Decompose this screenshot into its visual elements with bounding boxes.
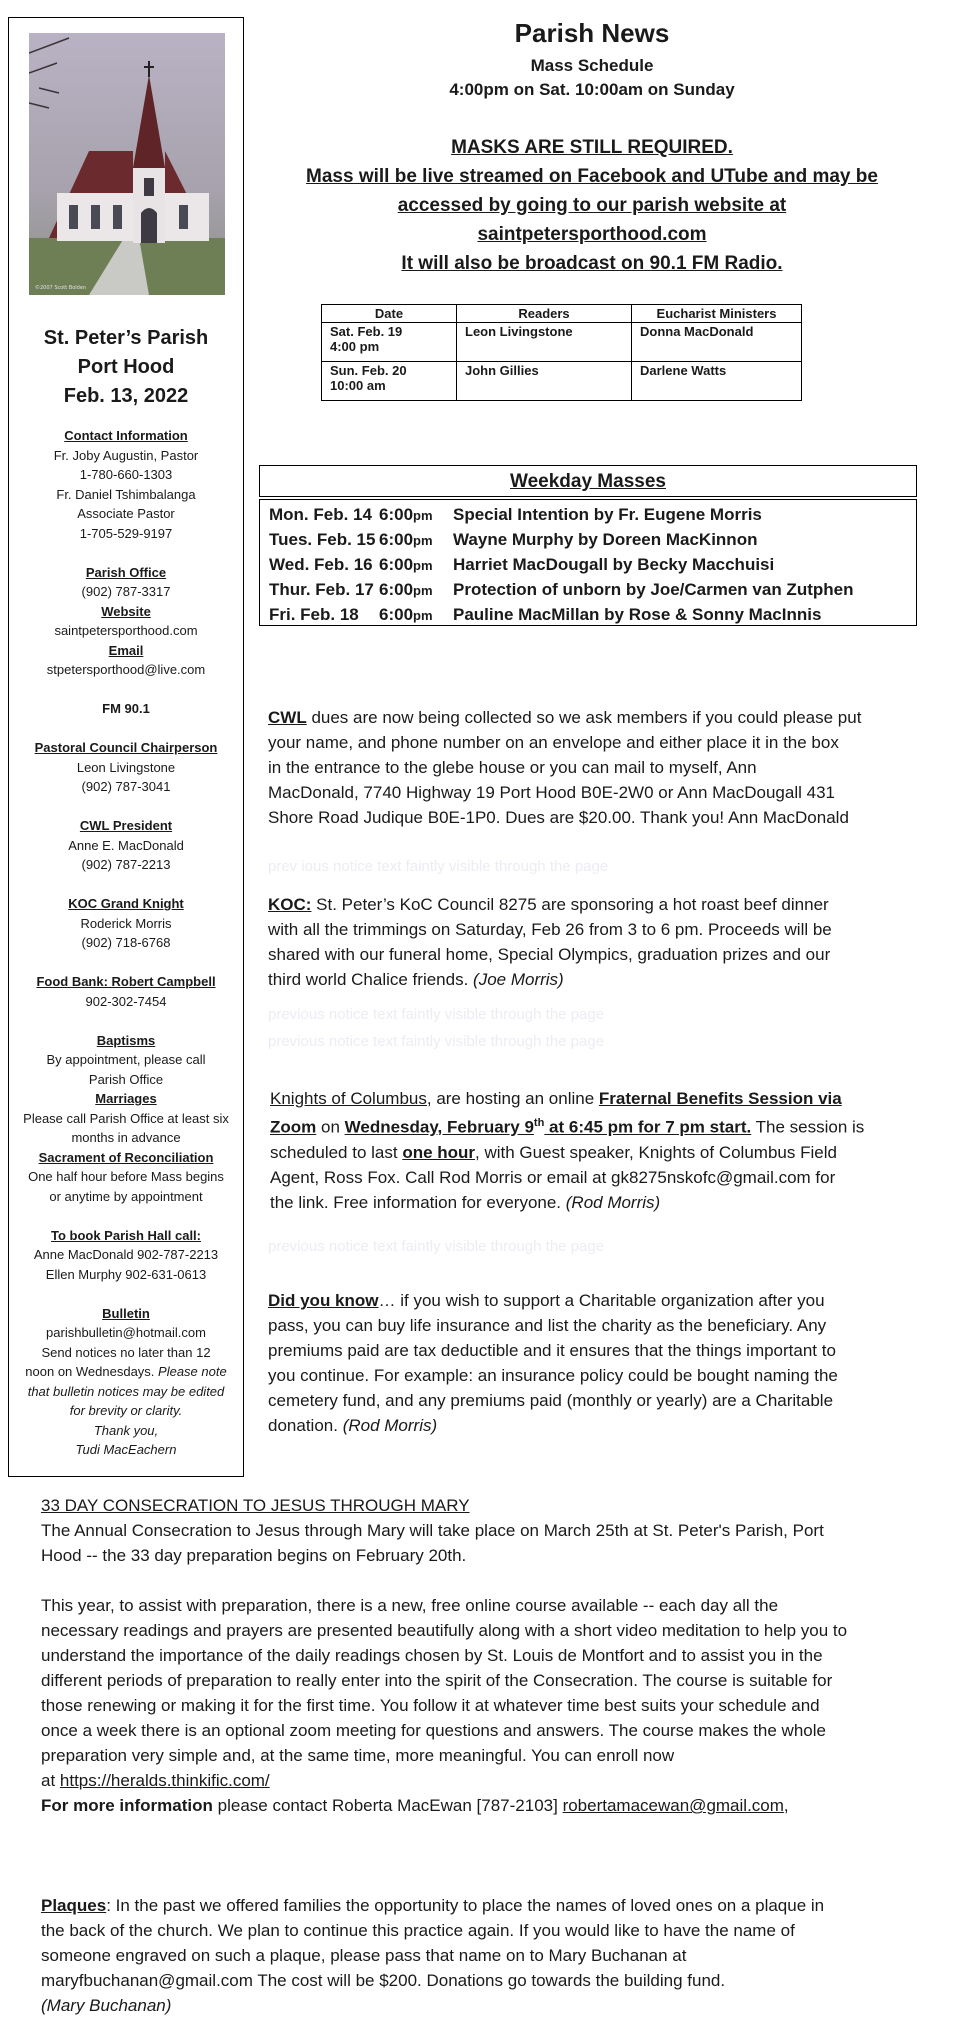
contact-line: for brevity or clarity. [69,1403,183,1418]
mass-time-suffix: pm [413,533,433,548]
contact-line: parishbulletin@hotmail.com [46,1325,206,1340]
mass-time: 6:00 [379,555,414,574]
contact-line: Associate Pastor [77,506,175,521]
header-readers: Readers [457,305,632,323]
contact-heading: Website [101,603,151,619]
kofc-date: Wednesday, February 9 [344,1117,534,1137]
consecration-line: This year, to assist with preparation, there is a new, free online course available -- each day all the [41,1596,779,1615]
koc-credit: (Joe Morris) [473,970,564,989]
mass-time-suffix: pm [413,558,433,573]
sidebar [8,17,244,1477]
kofc-text: the link. Free information for everyone. [270,1192,566,1212]
consecration-notice [41,1493,961,1818]
contact-heading: Email [108,642,144,658]
kofc-text: , with Guest speaker, Knights of Columbus Field [475,1142,837,1162]
table-row [322,362,802,401]
contact-line: months in advance [71,1130,181,1145]
mass-intention: Pauline MacMillan by Rose & Sonny MacInnis [453,605,822,624]
church-photo [29,33,225,295]
cwl-line: dues are now being collected so we ask members if you could please put [306,708,862,727]
weekday-mass-row [269,577,853,603]
contact-line: Roderick Morris [80,915,172,931]
notice-line: It will also be broadcast on 90.1 FM Radio. [401,253,783,274]
dyk-line: donation. [268,1416,343,1435]
photo-caption: ©2007 Scott Bolden [35,285,87,291]
cwl-notice [268,705,928,830]
contact-line: 1-780-660-1303 [79,467,173,482]
consecration-line: understand the importance of the daily readings chosen by St. Louis de Montfort and to assist you in the [41,1646,823,1665]
notice-line: saintpetersporthood.com [477,224,707,245]
bleed-through-text: previous notice text faintly visible through the page [268,1033,605,1050]
mass-time-suffix: pm [413,508,433,523]
consecration-line: necessary readings and prayers are presented beautifully along with a short video meditation to help you to [41,1621,848,1640]
cwl-line: Shore Road Judique B0E-1P0. Dues are $20.00. Thank you! Ann MacDonald [268,808,849,827]
weekday-mass-row [269,527,757,553]
parish-title-line: St. Peter’s Parish [43,327,209,349]
time-line: 10:00 am [330,378,386,393]
table-header-row [322,305,802,323]
contact-line: FM 90.1 [102,701,150,716]
kofc-org: Knights of Columbus [270,1089,427,1108]
weekday-mass-row [269,552,774,578]
plaques-notice [41,1893,961,2018]
mass-times: 4:00pm on Sat. 10:00am on Sunday [449,80,735,99]
header-date: Date [322,305,457,323]
contact-heading: Contact Information [64,428,188,443]
dyk-line: cemetery fund, and any premiums paid (monthly or yearly) are a Charitable [268,1391,834,1410]
plaques-line: maryfbuchanan@gmail.com The cost will be $200. Donations go towards the building fund. [41,1971,726,1990]
contact-line: 1-705-529-9197 [79,525,173,541]
contact-line: Anne E. MacDonald [68,837,184,853]
bleed-through-text: previous notice text faintly visible through the page [268,1006,605,1023]
mass-schedule-label: Mass Schedule [530,56,654,75]
mass-time-suffix: pm [413,583,433,598]
did-you-know-notice [268,1288,928,1438]
mass-day: Thur. Feb. 17 [269,580,374,599]
cell-reader: Leon Livingstone [457,323,632,362]
contact-line: (902) 787-2213 [81,857,171,872]
contact-heading: Marriages [95,1091,157,1106]
koc-line: with all the trimmings on Saturday, Feb 26 from 3 to 6 pm. Proceeds will be [268,920,832,939]
bleed-through-text: prev ious notice text faintly visible through the page [268,858,609,875]
plaques-lead: Plaques [41,1896,107,1915]
did-you-know-lead: Did you know [268,1291,379,1310]
koc-notice [268,892,928,992]
cwl-line: in the entrance to the glebe house or you can mail to myself, Ann [268,758,757,777]
bleed-through-text: previous notice text faintly visible through the page [268,1238,605,1255]
consecration-line: The Annual Consecration to Jesus through Mary will take place on March 25th at St. Peter's Parish, Port [41,1521,824,1540]
dyk-line: pass, you can buy life insurance and list the charity as the beneficiary. Any [268,1316,827,1335]
mass-intention: Harriet MacDougall by Becky Macchuisi [453,555,775,574]
consecration-line: those renewing or making it for the first time. You follow it at whatever time best suits your schedule and [41,1696,820,1715]
cwl-lead: CWL [268,708,307,727]
contact-line: Anne MacDonald 902-787-2213 [33,1247,219,1262]
contact-line: One half hour before Mass begins [28,1169,224,1184]
kofc-credit: (Rod Morris) [565,1192,661,1212]
heralds-course-link[interactable]: https://heralds.thinkific.com/ [59,1771,270,1790]
contact-heading: Pastoral Council Chairperson [34,740,218,755]
church-illustration [29,33,225,295]
contact-heading: Parish Office [85,564,167,580]
notice-line: MASKS ARE STILL REQUIRED. [451,137,733,158]
koc-line: third world Chalice friends. [268,970,474,989]
weekday-masses-title: Weekday Masses [259,465,917,497]
consecration-line: Hood -- the 33 day preparation begins on February 20th. [41,1546,467,1565]
contact-heading: KOC Grand Knight [68,896,184,911]
koc-lead: KOC: [268,895,312,914]
contact-heading: Bulletin [102,1305,150,1321]
contact-heading: Food Bank: Robert Campbell [36,974,216,989]
weekday-mass-row [269,602,821,628]
contact-line: (902) 718-6768 [81,935,171,950]
plaques-credit: (Mary Buchanan) [41,1996,172,2015]
kofc-session-title: Fraternal Benefits Session via [598,1089,842,1108]
date-line: Sat. Feb. 19 [330,324,403,339]
consecration-line: different periods of preparation to really enter into the spirit of the Consecration. The course is suitable for [41,1671,833,1690]
notice-line: Mass will be live streamed on Facebook and UTube and may be [306,166,878,187]
contact-line: that bulletin notices may be edited [27,1383,225,1399]
mass-intention: Special Intention by Fr. Eugene Morris [453,505,762,524]
plaques-line: : In the past we offered families the opportunity to place the names of loved ones on a plaque in [106,1896,825,1915]
parish-title-line: Feb. 13, 2022 [63,385,189,407]
mass-day: Wed. Feb. 16 [269,555,373,574]
date-line: Sun. Feb. 20 [330,363,407,378]
contact-line: Ellen Murphy 902-631-0613 [45,1266,207,1282]
more-info-lead: For more information [41,1796,213,1815]
contact-line: (902) 787-3041 [81,779,171,794]
mass-time: 6:00 [379,605,414,624]
consecration-line: preparation very simple and, at the same time, more meaningful. You can enroll now [41,1746,675,1765]
kofc-date-suffix: th [533,1117,545,1129]
contact-line: stpetersporthood@live.com [46,662,206,677]
dyk-line: you continue. For example: an insurance policy could be bought naming the [268,1366,838,1385]
contact-line: noon on Wednesdays. Please note [25,1364,227,1379]
dyk-credit: (Rod Morris) [342,1416,438,1435]
roberta-email-link[interactable]: robertamacewan@gmail.com [562,1796,784,1815]
contact-heading: Baptisms [96,1032,156,1048]
cwl-line: MacDonald, 7740 Highway 19 Port Hood B0E-2W0 or Ann MacDougall 431 [268,783,835,802]
cell-date [322,362,457,401]
cwl-line: your name, and phone number on an envelope and either place it in the box [268,733,839,752]
kofc-time: at 6:45 pm for 7 pm start. [544,1117,752,1137]
contact-heading: To book Parish Hall call: [50,1227,201,1243]
kofc-text: The session is [751,1117,865,1137]
parish-title-line: Port Hood [77,356,175,378]
contact-line: Fr. Daniel Tshimbalanga [56,486,196,502]
contact-line: By appointment, please call [46,1052,206,1067]
contact-heading: Sacrament of Reconciliation [38,1149,214,1165]
mass-day: Mon. Feb. 14 [269,505,372,524]
header-ministers: Eucharist Ministers [632,305,802,323]
dyk-line: … if you wish to support a Charitable organization after you [378,1291,825,1310]
ministry-schedule-table [321,304,802,401]
contact-line: Thank you, [93,1422,159,1438]
mass-intention: Wayne Murphy by Doreen MacKinnon [453,530,758,549]
contact-line: Please call Parish Office at least six [23,1110,229,1126]
contact-line: or anytime by appointment [49,1188,203,1204]
cell-minister: Donna MacDonald [632,323,802,362]
plaques-line: someone engraved on such a plaque, please pass that name on to Mary Buchanan at [41,1946,687,1965]
mass-day: Tues. Feb. 15 [269,530,376,549]
kofc-zoom: Zoom [270,1117,317,1137]
contact-heading: CWL President [79,818,173,833]
cell-date [322,323,457,362]
contact-line: Parish Office [88,1071,164,1087]
plaques-line: the back of the church. We plan to continue this practice again. If you would like to have the name of [41,1921,795,1940]
mass-time: 6:00 [379,530,414,549]
weekday-masses-list [259,499,917,626]
cell-reader: John Gillies [457,362,632,401]
contact-line: Fr. Joby Augustin, Pastor [53,447,199,463]
mass-day: Fri. Feb. 18 [269,605,359,624]
consecration-text: , [783,1796,789,1815]
time-line: 4:00 pm [330,339,380,354]
consecration-text: at [41,1771,60,1790]
koc-line: shared with our funeral home, Special Olympics, graduation prizes and our [268,945,831,964]
cell-minister: Darlene Watts [632,362,802,401]
kofc-text: , are hosting an online [426,1089,599,1108]
kofc-text: Agent, Ross Fox. Call Rod Morris or email at gk8275nskofc@gmail.com for [270,1167,836,1187]
kofc-duration: one hour [402,1142,476,1162]
contact-line: saintpetersporthood.com [54,623,198,638]
consecration-line: once a week there is an optional zoom meeting for questions and answers. The course makes the whole [41,1721,826,1740]
mass-time-suffix: pm [413,608,433,623]
mass-time: 6:00 [379,505,414,524]
table-row [322,323,802,362]
page-title: Parish News [514,18,670,48]
kofc-text: on [316,1117,345,1137]
contact-line: Tudi MacEachern [75,1442,177,1457]
weekday-mass-row [269,502,762,528]
consecration-title: 33 DAY CONSECRATION TO JESUS THROUGH MARY [41,1496,470,1515]
kofc-text: scheduled to last [270,1142,403,1162]
contact-line: (902) 787-3317 [81,584,171,599]
mass-intention: Protection of unborn by Joe/Carmen van Zutphen [453,580,854,599]
contact-line: 902-302-7454 [85,993,167,1009]
mask-notice [262,133,922,278]
consecration-text: please contact Roberta MacEwan [787-2103] [212,1796,563,1815]
notice-line: accessed by going to our parish website at [397,195,787,216]
contact-line: Leon Livingstone [76,759,176,775]
kofc-session-notice [270,1086,930,1215]
koc-line: St. Peter’s KoC Council 8275 are sponsoring a hot roast beef dinner [311,895,829,914]
dyk-line: premiums paid are tax deductible and it ensures that the things important to [268,1341,836,1360]
mass-time: 6:00 [379,580,414,599]
contact-line: Send notices no later than 12 [41,1344,211,1360]
